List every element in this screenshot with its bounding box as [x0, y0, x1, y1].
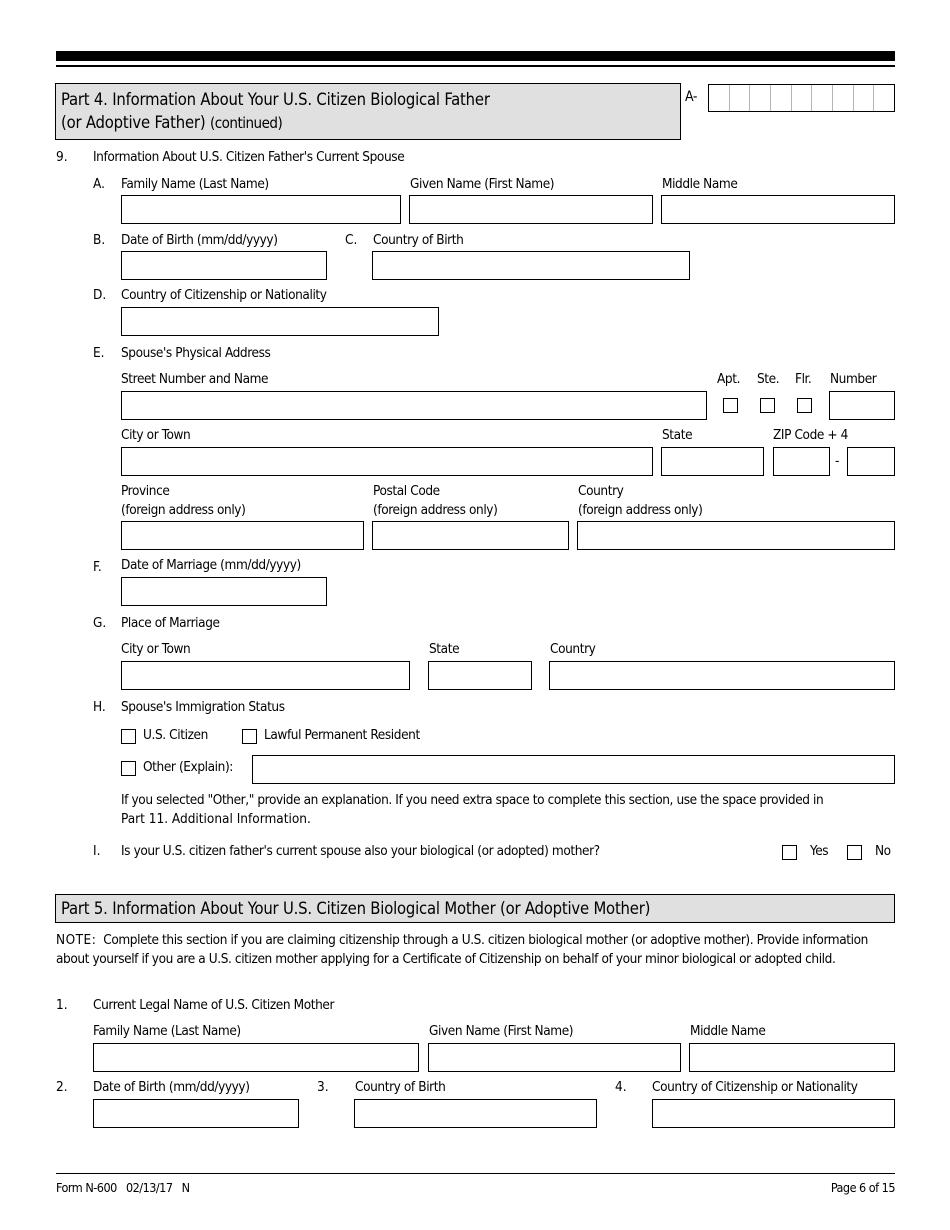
province-input[interactable]: [121, 521, 364, 550]
marriage-city-input[interactable]: [121, 661, 410, 690]
mother-country-of-birth-input[interactable]: [354, 1099, 597, 1128]
spouse-middle-name-input[interactable]: [661, 195, 895, 224]
mother-country-of-birth-label: Country of Birth: [355, 1079, 446, 1095]
immigration-status-label: Spouse's Immigration Status: [121, 699, 285, 715]
zip-input[interactable]: [773, 447, 830, 476]
province-note: (foreign address only): [121, 502, 246, 518]
country-label: Country: [578, 483, 624, 499]
a-number-digit[interactable]: [812, 85, 833, 111]
a-number-label: A-: [685, 89, 698, 105]
mother-name-title: Current Legal Name of U.S. Citizen Mother: [93, 997, 335, 1013]
lpr-checkbox[interactable]: [242, 729, 257, 744]
apt-checkbox[interactable]: [723, 398, 738, 413]
item-9a-letter: A.: [93, 176, 105, 192]
spouse-family-name-input[interactable]: [121, 195, 401, 224]
mother-citizenship-input[interactable]: [652, 1099, 895, 1128]
part5-note-text: Complete this section if you are claiming citizenship through a U.S. citizen biological mother (or adoptive mother). Provide information about yourself if you are a U.S. citizen mother applying for a Certificate of Citizenship on behalf of your minor biological or adopted child.: [56, 932, 868, 967]
a-number-digit[interactable]: [874, 85, 894, 111]
a-number-digit[interactable]: [792, 85, 813, 111]
mother-middle-name-label: Middle Name: [690, 1023, 766, 1039]
street-label: Street Number and Name: [121, 371, 269, 387]
item-9d-letter: D.: [93, 287, 107, 303]
marriage-state-label: State: [429, 641, 460, 657]
province-label: Province: [121, 483, 170, 499]
state-label: State: [662, 427, 693, 443]
page-number: Page 6 of 15: [830, 1180, 895, 1195]
item-1-number: 1.: [56, 997, 68, 1013]
marriage-country-input[interactable]: [549, 661, 895, 690]
unit-number-input[interactable]: [829, 391, 895, 420]
part4-continued: (continued): [209, 114, 283, 132]
spouse-is-mother-yes-checkbox[interactable]: [782, 845, 797, 860]
mother-dob-label: Date of Birth (mm/dd/yyyy): [93, 1079, 250, 1095]
flr-checkbox[interactable]: [797, 398, 812, 413]
flr-label: Flr.: [795, 371, 812, 387]
postal-code-label: Postal Code: [373, 483, 440, 499]
spouse-middle-name-label: Middle Name: [662, 176, 738, 192]
marriage-country-label: Country: [550, 641, 596, 657]
item-9e-letter: E.: [93, 345, 105, 361]
other-note-ref: Part 11. Additional Information.: [121, 811, 311, 827]
spouse-address-label: Spouse's Physical Address: [121, 345, 271, 361]
a-number-digit[interactable]: [730, 85, 751, 111]
spouse-country-of-birth-input[interactable]: [372, 251, 690, 280]
item-9g-letter: G.: [93, 615, 107, 631]
a-number-field[interactable]: [708, 84, 895, 112]
item-2-number: 2.: [56, 1079, 68, 1095]
zip-label: ZIP Code + 4: [773, 427, 848, 443]
spouse-dob-label: Date of Birth (mm/dd/yyyy): [121, 232, 278, 248]
ste-label: Ste.: [757, 371, 780, 387]
zip4-input[interactable]: [847, 447, 895, 476]
spouse-country-of-birth-label: Country of Birth: [373, 232, 464, 248]
footer-rule: [56, 1173, 895, 1174]
no-label: No: [875, 843, 891, 859]
country-input[interactable]: [577, 521, 895, 550]
ste-checkbox[interactable]: [760, 398, 775, 413]
item-4-number: 4.: [615, 1079, 627, 1095]
spouse-citizenship-label: Country of Citizenship or Nationality: [121, 287, 327, 303]
city-label: City or Town: [121, 427, 191, 443]
part4-title-line2: (or Adoptive Father): [61, 113, 206, 132]
part4-title-line1: Part 4. Information About Your U.S. Citizen Biological Father: [61, 90, 490, 109]
state-input[interactable]: [661, 447, 764, 476]
item-9i-letter: I.: [93, 843, 101, 859]
spouse-family-name-label: Family Name (Last Name): [121, 176, 269, 192]
part5-note: [56, 931, 898, 968]
part5-note-prefix: NOTE:: [56, 932, 97, 948]
other-note: If you selected "Other," provide an explanation. If you need extra space to complete this section, use the space provided in: [121, 792, 824, 808]
apt-label: Apt.: [717, 371, 741, 387]
part4-heading: [55, 83, 681, 140]
mother-given-name-label: Given Name (First Name): [429, 1023, 574, 1039]
mother-family-name-label: Family Name (Last Name): [93, 1023, 241, 1039]
zip-dash: -: [835, 453, 839, 469]
item-9-title: Information About U.S. Citizen Father's Current Spouse: [93, 149, 405, 165]
spouse-given-name-label: Given Name (First Name): [410, 176, 555, 192]
spouse-given-name-input[interactable]: [409, 195, 653, 224]
mother-citizenship-label: Country of Citizenship or Nationality: [652, 1079, 858, 1095]
other-option: Other (Explain):: [143, 759, 233, 775]
item-3-number: 3.: [317, 1079, 329, 1095]
item-9b-letter: B.: [93, 232, 106, 248]
item-9-number: 9.: [56, 149, 68, 165]
number-label: Number: [830, 371, 877, 387]
a-number-digit[interactable]: [771, 85, 792, 111]
other-checkbox[interactable]: [121, 761, 136, 776]
postal-code-input[interactable]: [372, 521, 569, 550]
a-number-digit[interactable]: [750, 85, 771, 111]
street-input[interactable]: [121, 391, 707, 420]
marriage-date-input[interactable]: [121, 577, 327, 606]
a-number-digit[interactable]: [854, 85, 875, 111]
postal-code-note: (foreign address only): [373, 502, 498, 518]
part5-title: Part 5. Information About Your U.S. Citizen Biological Mother (or Adoptive Mother): [61, 899, 651, 918]
lpr-option: Lawful Permanent Resident: [264, 727, 420, 743]
mother-middle-name-input[interactable]: [689, 1043, 895, 1072]
us-citizen-option: U.S. Citizen: [143, 727, 208, 743]
spouse-is-mother-question: Is your U.S. citizen father's current spouse also your biological (or adopted) mother?: [121, 843, 600, 859]
us-citizen-checkbox[interactable]: [121, 729, 136, 744]
spouse-citizenship-input[interactable]: [121, 307, 439, 336]
mother-family-name-input[interactable]: [93, 1043, 419, 1072]
country-note: (foreign address only): [578, 502, 703, 518]
mother-given-name-input[interactable]: [428, 1043, 681, 1072]
marriage-date-label: Date of Marriage (mm/dd/yyyy): [121, 557, 301, 573]
yes-label: Yes: [810, 843, 829, 859]
marriage-state-input[interactable]: [428, 661, 532, 690]
item-9f-letter: F.: [93, 559, 102, 575]
a-number-digit[interactable]: [833, 85, 854, 111]
part5-heading: [55, 894, 895, 923]
spouse-dob-input[interactable]: [121, 251, 327, 280]
a-number-digit[interactable]: [709, 85, 730, 111]
other-explain-input[interactable]: [252, 755, 895, 784]
item-9c-letter: C.: [345, 232, 358, 248]
item-9h-letter: H.: [93, 699, 106, 715]
spouse-is-mother-no-checkbox[interactable]: [847, 845, 862, 860]
mother-dob-input[interactable]: [93, 1099, 299, 1128]
marriage-city-label: City or Town: [121, 641, 191, 657]
form-id: Form N-600 02/13/17 N: [56, 1180, 190, 1195]
city-input[interactable]: [121, 447, 653, 476]
header-thick-rule: [56, 51, 895, 61]
header-thin-rule: [56, 65, 895, 67]
marriage-place-label: Place of Marriage: [121, 615, 220, 631]
